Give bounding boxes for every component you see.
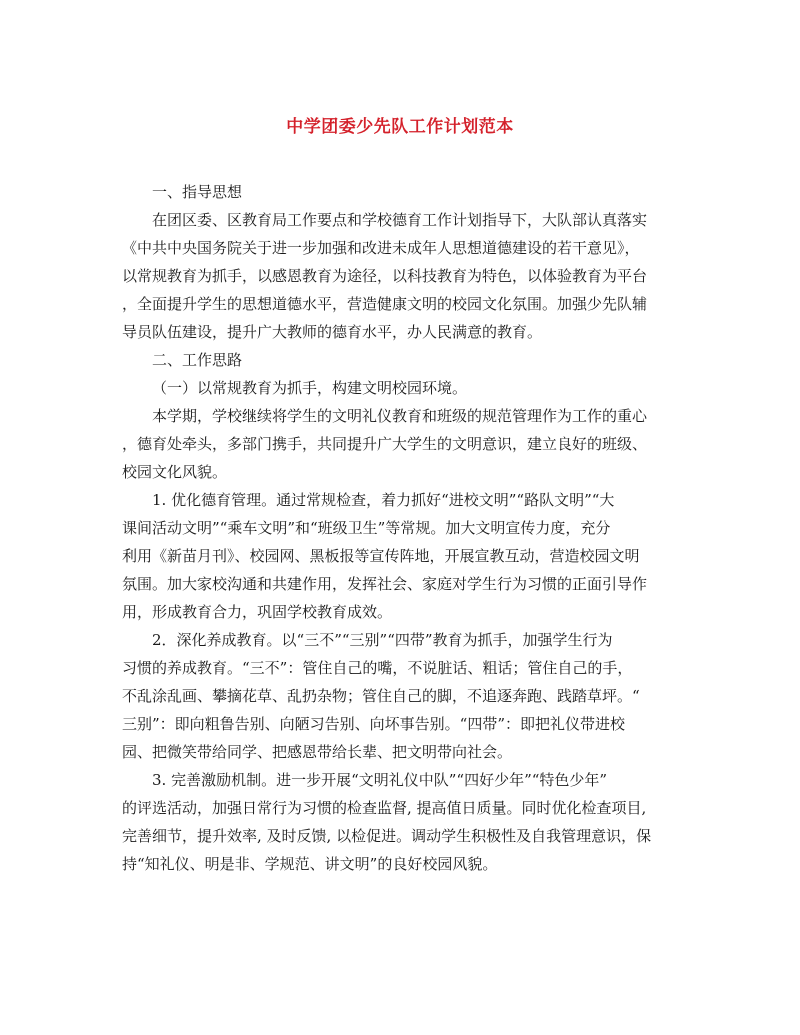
paragraph-line: 完善细节，提升效率, 及时反馈, 以检促进。调动学生积极性及自我管理意识，保 [122, 827, 652, 845]
paragraph-line: 2．深化养成教育。以“三不”“三别”“四带”教育为抓手，加强学生行为 [152, 631, 613, 649]
list-item-2 [122, 626, 678, 766]
paragraph-line: 持“知礼仪、明是非、学规范、讲文明”的良好校园风貌。 [122, 855, 498, 873]
paragraph-guiding-thought [122, 206, 678, 346]
paragraph-line: 的评选活动，加强日常行为习惯的检查监督, 提高值日质量。同时优化检查项目, [122, 799, 647, 817]
paragraph-line: 1. 优化德育管理。通过常规检查，着力抓好“进校文明”“路队文明”“大 [152, 491, 615, 509]
section-heading-guiding-thought: 一、指导思想 [152, 183, 243, 201]
list-item-1 [122, 486, 678, 626]
paragraph-line: 习惯的养成教育。“三不”：管住自己的嘴，不说脏话、粗话；管住自己的手， [122, 659, 633, 677]
paragraph-line: 本学期，学校继续将学生的文明礼仪教育和班级的规范管理作为工作的重心 [152, 407, 648, 425]
paragraph-line: ，德育处牵头，多部门携手，共同提升广大学生的文明意识，建立良好的班级、 [122, 435, 648, 453]
paragraph-semester [122, 402, 678, 486]
paragraph-line: 在团区委、区教育局工作要点和学校德育工作计划指导下，大队部认真落实 [152, 211, 648, 229]
paragraph-line: 不乱涂乱画、攀摘花草、乱扔杂物；管住自己的脚，不追逐奔跑、践踏草坪。“ [122, 687, 640, 705]
paragraph-line: ，全面提升学生的思想道德水平，营造健康文明的校园文化氛围。加强少先队辅 [122, 295, 648, 313]
document-body [122, 178, 678, 878]
paragraph-line: 园、把微笑带给同学、把感恩带给长辈、把文明带向社会。 [122, 743, 513, 761]
paragraph-line: 以常规教育为抓手，以感恩教育为途径，以科技教育为特色，以体验教育为平台 [122, 267, 648, 285]
paragraph-line: 用，形成教育合力，巩固学校教育成效。 [122, 603, 393, 621]
paragraph-line: 3. 完善激励机制。进一步开展“文明礼仪中队”“四好少年”“特色少年” [152, 771, 608, 789]
paragraph-line: 课间活动文明”“乘车文明”和“班级卫生”等常规。加大文明宣传力度，充分 [122, 519, 611, 537]
section-heading-work-approach: 二、工作思路 [152, 351, 243, 369]
paragraph-line: 《中共中央国务院关于进一步加强和改进未成年人思想道德建设的若干意见》， [122, 239, 640, 257]
paragraph-line: 三别”：即向粗鲁告别、向陋习告别、向坏事告别。“四带”：即把礼仪带进校 [122, 715, 626, 733]
subsection-heading-routine-education: （一）以常规教育为抓手，构建文明校园环境。 [152, 379, 468, 397]
paragraph-line: 氛围。加大家校沟通和共建作用，发挥社会、家庭对学生行为习惯的正面引导作 [122, 575, 648, 593]
paragraph-line: 利用《新苗月刊》、校园网、黑板报等宣传阵地，开展宣教互动，营造校园文明 [122, 547, 640, 565]
document-title: 中学团委少先队工作计划范本 [286, 117, 514, 137]
paragraph-line: 导员队伍建设，提升广大教师的德育水平，办人民满意的教育。 [122, 323, 543, 341]
paragraph-line: 校园文化风貌。 [122, 463, 228, 481]
list-item-3 [122, 766, 678, 878]
